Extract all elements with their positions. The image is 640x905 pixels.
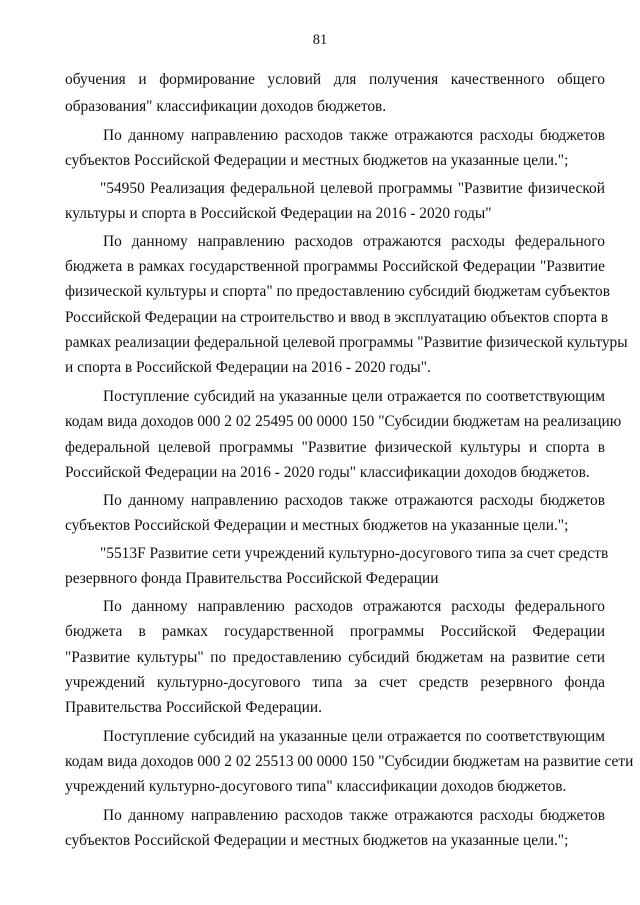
text-line: физической культуры и спорта" по предоставлению субсидий бюджетам субъектов bbox=[65, 283, 610, 300]
text-line: По данному направлению расходов также отражаются расходы бюджетов bbox=[103, 492, 605, 509]
text-line: Поступление субсидий на указанные цели отражается по соответствующим bbox=[103, 388, 605, 405]
text-line: субъектов Российской Федерации и местных бюджетов на указанные цели."; bbox=[65, 832, 569, 849]
text-line: Российской Федерации на 2016 - 2020 годы" классификации доходов бюджетов. bbox=[65, 464, 590, 481]
text-line: резервного фонда Правительства Российской Федерации bbox=[65, 570, 439, 587]
text-line: рамках реализации федеральной целевой программы "Развитие физической культуры bbox=[65, 334, 628, 351]
text-line: учреждений культурно-досугового типа" классификации доходов бюджетов. bbox=[65, 778, 567, 795]
text-line: учреждений культурно-досугового типа за счет средств резервного фонда bbox=[65, 674, 605, 691]
text-line: культуры и спорта в Российской Федерации на 2016 - 2020 годы" bbox=[65, 205, 492, 222]
text-line: образования" классификации доходов бюджетов. bbox=[65, 98, 387, 115]
text-line: По данному направлению расходов также отражаются расходы бюджетов bbox=[103, 807, 605, 824]
text-line: По данному направлению расходов отражаются расходы федерального bbox=[103, 598, 605, 615]
text-line: субъектов Российской Федерации и местных бюджетов на указанные цели."; bbox=[65, 517, 569, 534]
text-line: и спорта в Российской Федерации на 2016 - 2020 годы". bbox=[65, 359, 431, 376]
text-line: обучения и формирование условий для получения качественного общего bbox=[65, 71, 605, 88]
text-line: бюджета в рамках государственной программы Российской Федерации "Развитие bbox=[65, 258, 605, 275]
text-line: кодам вида доходов 000 2 02 25495 00 0000 150 "Субсидии бюджетам на реализацию bbox=[65, 413, 622, 430]
text-line: Российской Федерации на строительство и ввод в эксплуатацию объектов спорта в bbox=[65, 309, 609, 326]
text-line: бюджета в рамках государственной программы Российской Федерации bbox=[65, 623, 605, 640]
text-line: Поступление субсидий на указанные цели отражается по соответствующим bbox=[103, 728, 605, 745]
text-line: кодам вида доходов 000 2 02 25513 00 0000 150 "Субсидии бюджетам на развитие сети bbox=[65, 753, 634, 770]
text-line: "54950 Реализация федеральной целевой программы "Развитие физической bbox=[100, 180, 605, 197]
text-line: По данному направлению расходов отражаются расходы федерального bbox=[103, 233, 605, 250]
text-line: "Развитие культуры" по предоставлению субсидий бюджетам на развитие сети bbox=[65, 649, 605, 666]
page-number: 81 bbox=[312, 32, 328, 48]
text-line: По данному направлению расходов также отражаются расходы бюджетов bbox=[103, 127, 605, 144]
text-line: Правительства Российской Федерации. bbox=[65, 699, 322, 716]
text-line: "5513F Развитие сети учреждений культурно-досугового типа за счет средств bbox=[100, 545, 609, 562]
text-line: субъектов Российской Федерации и местных бюджетов на указанные цели."; bbox=[65, 152, 569, 169]
text-line: федеральной целевой программы "Развитие физической культуры и спорта в bbox=[65, 439, 605, 456]
